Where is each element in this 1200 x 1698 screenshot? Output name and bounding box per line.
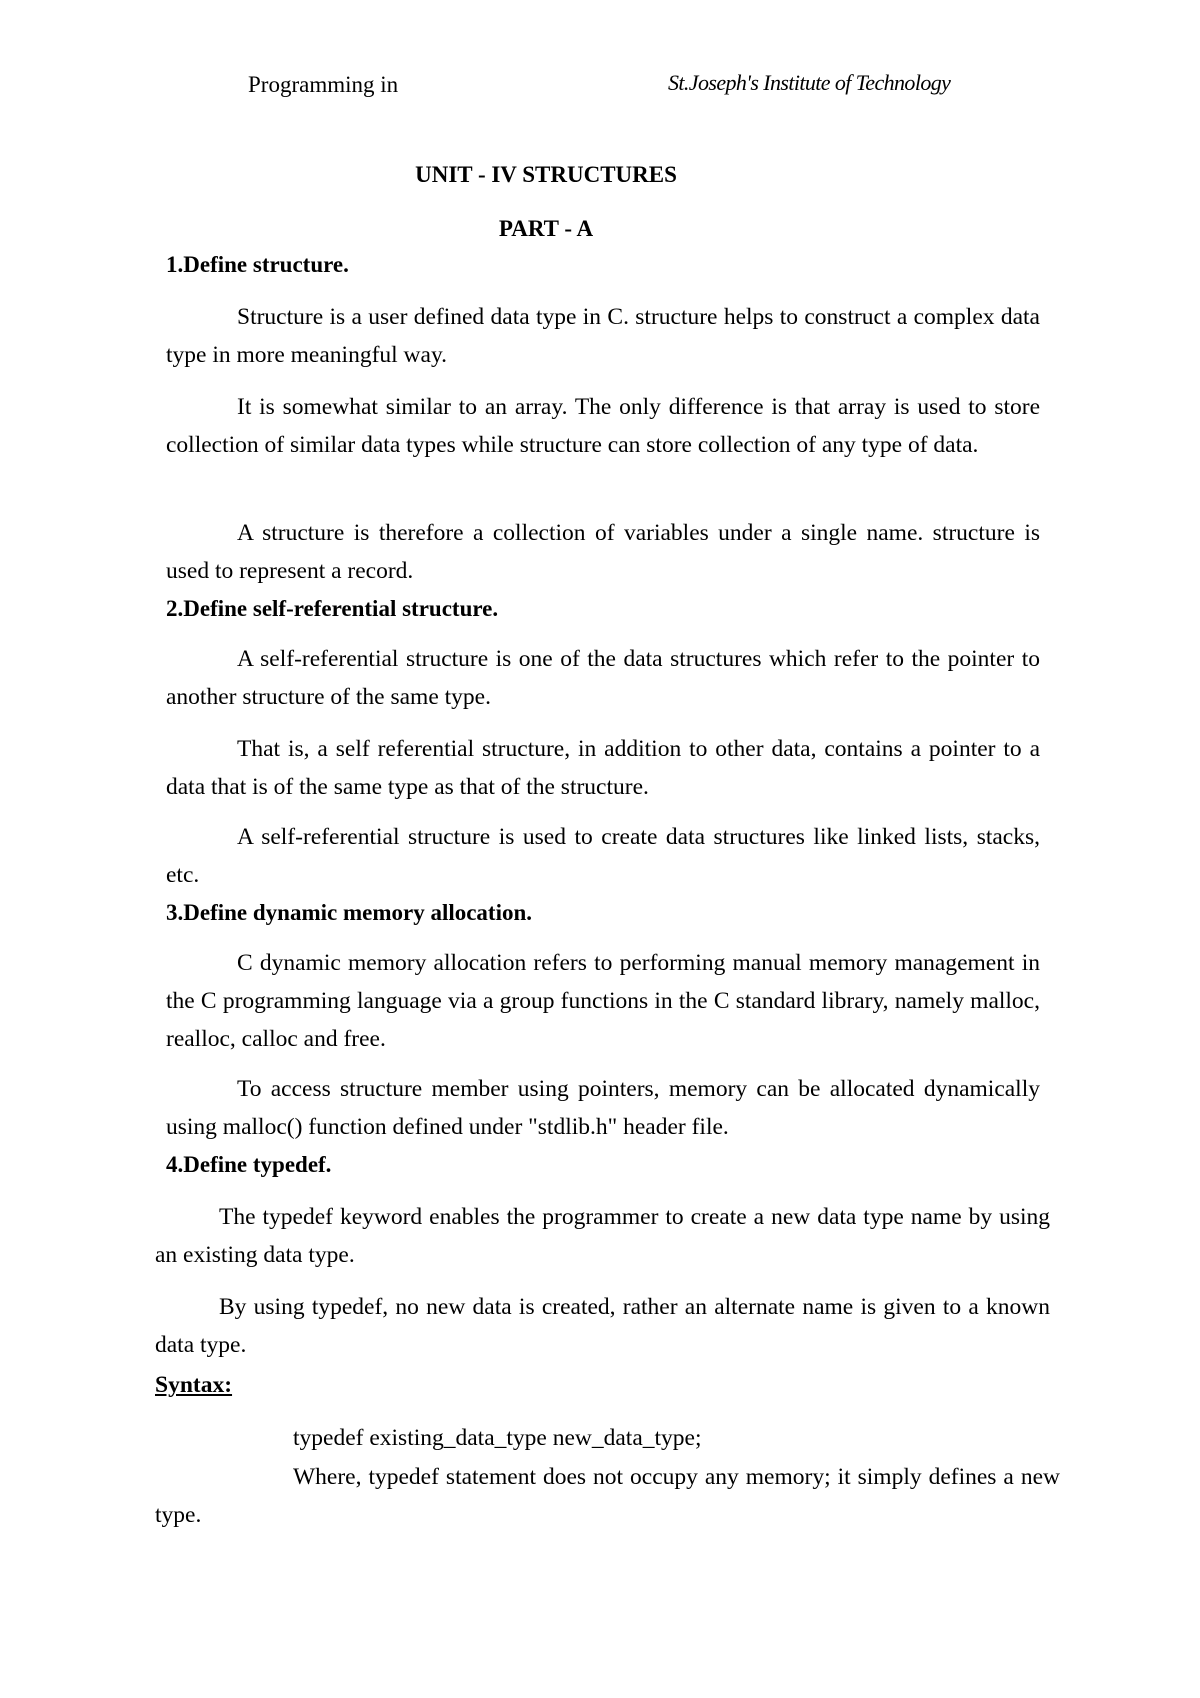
question-3-heading: 3.Define dynamic memory allocation. xyxy=(166,900,533,925)
question-4-heading: 4.Define typedef. xyxy=(166,1152,332,1177)
syntax-where-paragraph: Where, typedef statement does not occupy any memory; it simply defines a new type. xyxy=(155,1464,1060,1528)
q4-paragraph-1: The typedef keyword enables the programmer to create a new data type name by using an existing data type. xyxy=(155,1204,1050,1268)
syntax-code-line: typedef existing_data_type new_data_type; xyxy=(293,1425,702,1451)
q2-paragraph-3: A self-referential structure is used to create data structures like linked lists, stacks, etc. xyxy=(166,824,1040,888)
header-course: Programming in xyxy=(248,72,399,97)
q2-paragraph-1: A self-referential structure is one of the data structures which refer to the pointer to another structure of the same type. xyxy=(166,646,1040,710)
q2-paragraph-2: That is, a self referential structure, in addition to other data, contains a pointer to a data that is of the same type as that of the structure. xyxy=(166,736,1040,800)
question-1-heading: 1.Define structure. xyxy=(166,252,349,277)
q4-paragraph-2: By using typedef, no new data is created, rather an alternate name is given to a known data type. xyxy=(155,1294,1050,1358)
header-institute: St.Joseph's Institute of Technology xyxy=(668,70,951,95)
q1-paragraph-2: It is somewhat similar to an array. The only difference is that array is used to store collection of similar data types while structure can store collection of any type of data. xyxy=(166,394,1040,458)
q1-paragraph-3: A structure is therefore a collection of variables under a single name. structure is used to represent a record. xyxy=(166,520,1040,584)
question-2-heading: 2.Define self-referential structure. xyxy=(166,596,499,621)
q3-paragraph-2: To access structure member using pointers, memory can be allocated dynamically using malloc() function defined under "stdlib.h" header file. xyxy=(166,1076,1040,1140)
syntax-label: Syntax: xyxy=(155,1372,233,1398)
q1-paragraph-1: Structure is a user defined data type in C. structure helps to construct a complex data type in more meaningful way. xyxy=(166,304,1040,368)
q3-paragraph-1: C dynamic memory allocation refers to performing manual memory management in the C programming language via a group functions in the C standard library, namely malloc, realloc, calloc and free. xyxy=(166,950,1040,1052)
part-title: PART - A xyxy=(498,216,594,241)
unit-title: UNIT - IV STRUCTURES xyxy=(415,162,677,187)
